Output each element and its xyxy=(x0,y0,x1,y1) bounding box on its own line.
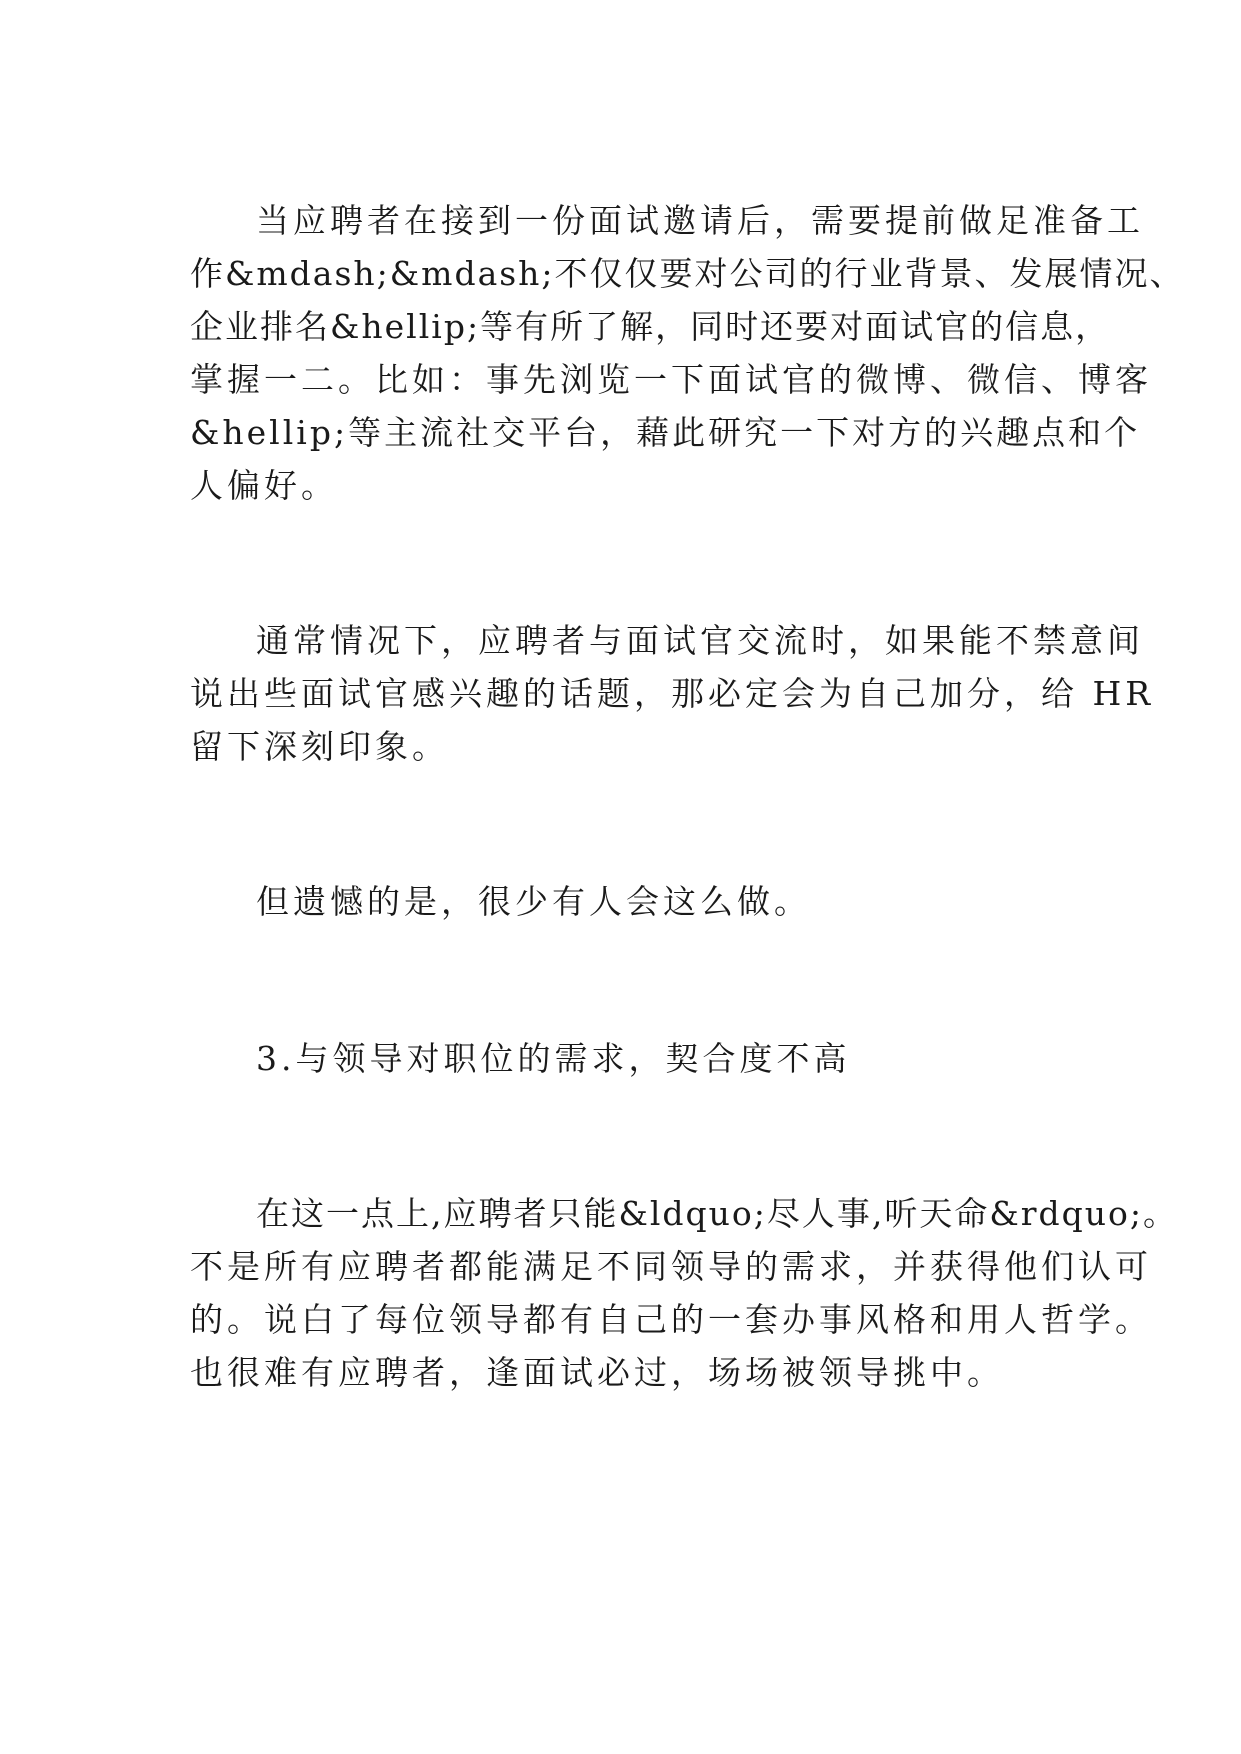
paragraph-line: 说出些面试官感兴趣的话题，那必定会为自己加分，给 HR xyxy=(190,674,1155,713)
paragraph-line: 在这一点上,应聘者只能&ldquo;尽人事,听天命&rdquo;。 xyxy=(256,1194,1179,1233)
paragraph-line: 人偏好。 xyxy=(190,466,338,505)
paragraph-line: 通常情况下，应聘者与面试官交流时，如果能不禁意间 xyxy=(256,621,1144,660)
paragraph-line: 也很难有应聘者，逢面试必过，场场被领导挑中。 xyxy=(190,1353,1004,1392)
paragraph-line: 但遗憾的是，很少有人会这么做。 xyxy=(256,882,811,921)
section-heading: 3.与领导对职位的需求，契合度不高 xyxy=(256,1039,851,1078)
paragraph-line: 当应聘者在接到一份面试邀请后，需要提前做足准备工 xyxy=(256,201,1144,240)
paragraph-line: 企业排名&hellip;等有所了解，同时还要对面试官的信息， xyxy=(190,307,1111,346)
paragraph-line: 掌握一二。比如：事先浏览一下面试官的微博、微信、博客 xyxy=(190,360,1152,399)
paragraph-line: 不是所有应聘者都能满足不同领导的需求，并获得他们认可 xyxy=(190,1247,1152,1286)
paragraph-line: 作&mdash;&mdash;不仅仅要对公司的行业背景、发展情况、 xyxy=(190,254,1185,293)
paragraph-line: 留下深刻印象。 xyxy=(190,727,449,766)
paragraph-line: 的。说白了每位领导都有自己的一套办事风格和用人哲学。 xyxy=(190,1300,1152,1339)
paragraph-line: &hellip;等主流社交平台，藉此研究一下对方的兴趣点和个 xyxy=(190,413,1141,452)
